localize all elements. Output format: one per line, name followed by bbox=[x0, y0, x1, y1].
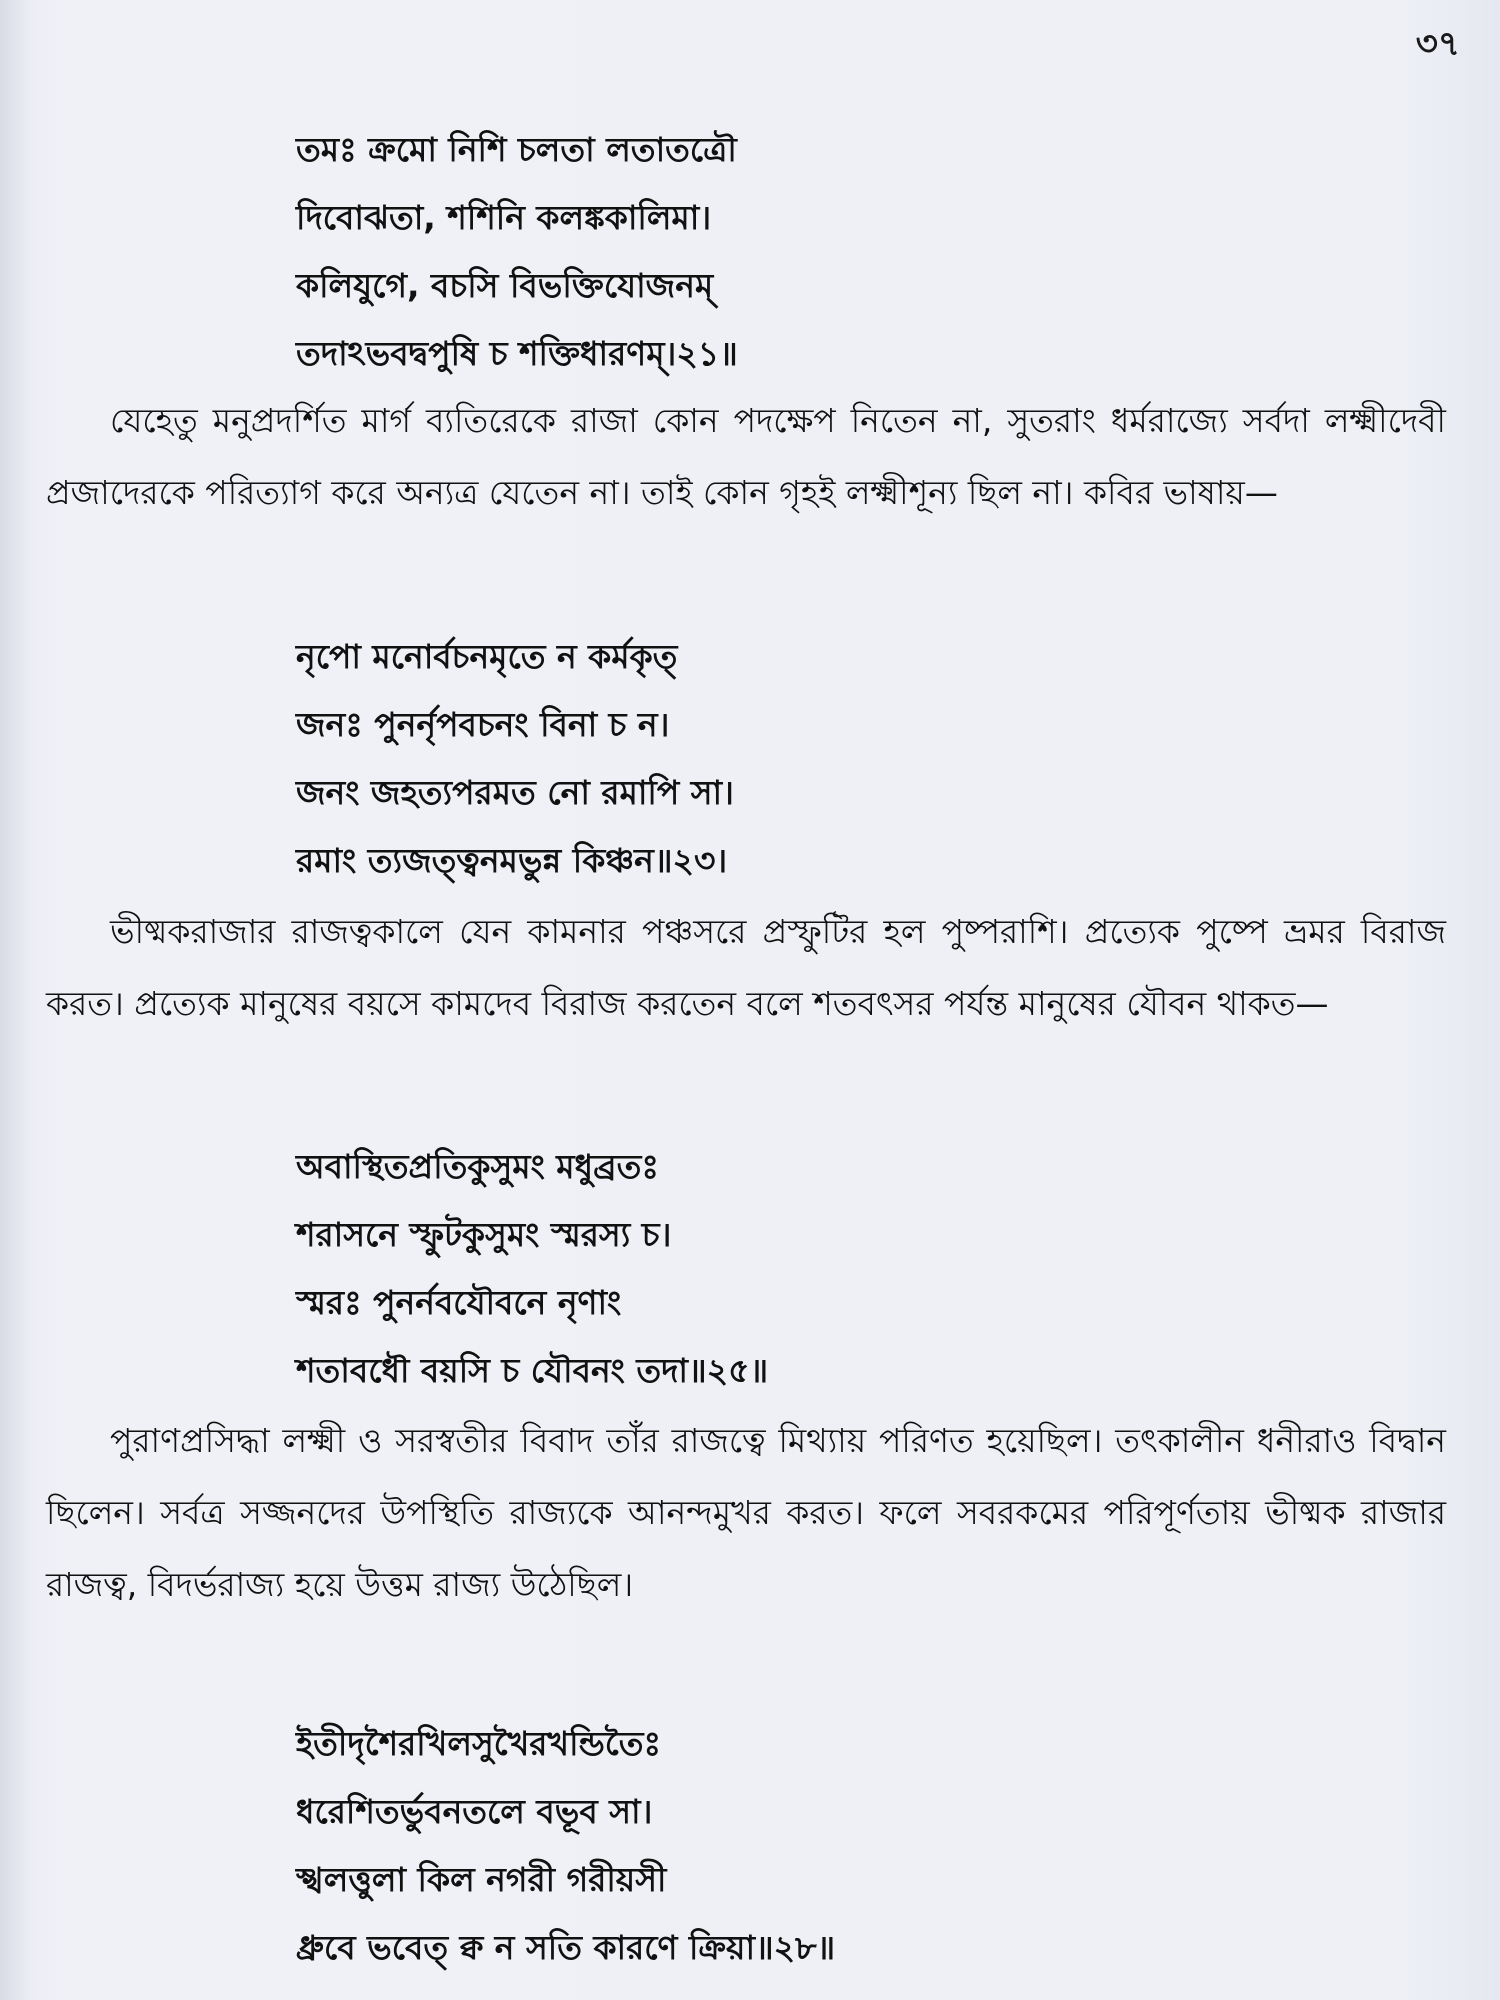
paragraph-2: ভীষ্মকরাজার রাজত্বকালে যেন কামনার পঞ্চসরে প্রস্ফুটির হল পুষ্পরাশি। প্রত্যেক পুষ্পে ভ্রমর বিরাজ করত। প্রত্যেক মানুষের বয়সে কামদেব বিরাজ করতেন বলে শতবৎসর পর্যন্ত মানুষের যৌবন থাকত— bbox=[46, 912, 1446, 1023]
verse-line: স্মরঃ পুনর্নবযৌবনে নৃণাং bbox=[296, 1283, 622, 1322]
verse-line: তমঃ ক্রমো নিশি চলতা লতাতত্রৌ bbox=[296, 130, 737, 169]
verse-line: স্খলত্তুলা কিল নগরী গরীয়সী bbox=[296, 1860, 667, 1899]
paragraph-1: যেহেতু মনুপ্রদর্শিত মার্গ ব্যতিরেকে রাজা কোন পদক্ষেপ নিতেন না, সুতরাং ধর্মরাজ্যে সর্বদা লক্ষ্মীদেবী প্রজাদেরকে পরিত্যাগ করে অন্যত্র যেতেন না। তাই কোন গৃহই লক্ষ্মীশূন্য ছিল না। কবির ভাষায়— bbox=[46, 401, 1446, 512]
verse-line: অবাস্থিতপ্রতিকুসুমং মধুব্রতঃ bbox=[296, 1147, 659, 1186]
verse-line: জনঃ পুনর্নৃপবচনং বিনা চ ন। bbox=[296, 705, 670, 744]
verse-line: ধ্রুবে ভবেত্ ক্ব ন সতি কারণে ক্রিয়া॥২৮॥ bbox=[296, 1928, 836, 1967]
verse-line: রমাং ত্যজত্ত্বনমভুন্ন কিঞ্চন॥২৩। bbox=[296, 841, 728, 880]
page-number: ৩৭ bbox=[1415, 24, 1460, 64]
verse-block-25 bbox=[296, 1133, 768, 1405]
verse-line: জনং জহত্যপরমত নো রমাপি সা। bbox=[296, 773, 734, 812]
verse-block-28 bbox=[296, 1710, 835, 1982]
verse-line: তদাঽভবদ্বপুষি চ শক্তিধারণম্।২১॥ bbox=[296, 334, 738, 373]
verse-line: কলিযুগে, বচসি বিভক্তিযোজনম্ bbox=[296, 266, 714, 305]
verse-line: ধরেশিতর্ভুবনতলে বভূব সা। bbox=[296, 1792, 653, 1831]
verse-block-23 bbox=[296, 623, 734, 895]
paragraph-3: পুরাণপ্রসিদ্ধা লক্ষ্মী ও সরস্বতীর বিবাদ তাঁর রাজত্বে মিথ্যায় পরিণত হয়েছিল। তৎকালীন ধনীরাও বিদ্বান ছিলেন। সর্বত্র সজ্জনদের উপস্থিতি রাজ্যকে আনন্দমুখর করত। ফলে সবরকমের পরিপূর্ণতায় ভীষ্মক রাজার রাজত্ব, বিদর্ভরাজ্য হয়ে উত্তম রাজ্য উঠেছিল। bbox=[46, 1421, 1446, 1604]
verse-line: ইতীদৃশৈরখিলসুখৈরখন্ডিতৈঃ bbox=[296, 1724, 662, 1763]
verse-line: শতাবধৌ বয়সি চ যৌবনং তদা॥২৫॥ bbox=[296, 1351, 769, 1390]
verse-line: শরাসনে স্ফুটকুসুমং স্মরস্য চ। bbox=[296, 1215, 672, 1254]
verse-line: দিবোঝতা, শশিনি কলঙ্ককালিমা। bbox=[296, 198, 712, 237]
verse-block-21 bbox=[296, 116, 738, 388]
verse-line: নৃপো মনোর্বচনমৃতে ন কর্মকৃত্ bbox=[296, 637, 678, 676]
